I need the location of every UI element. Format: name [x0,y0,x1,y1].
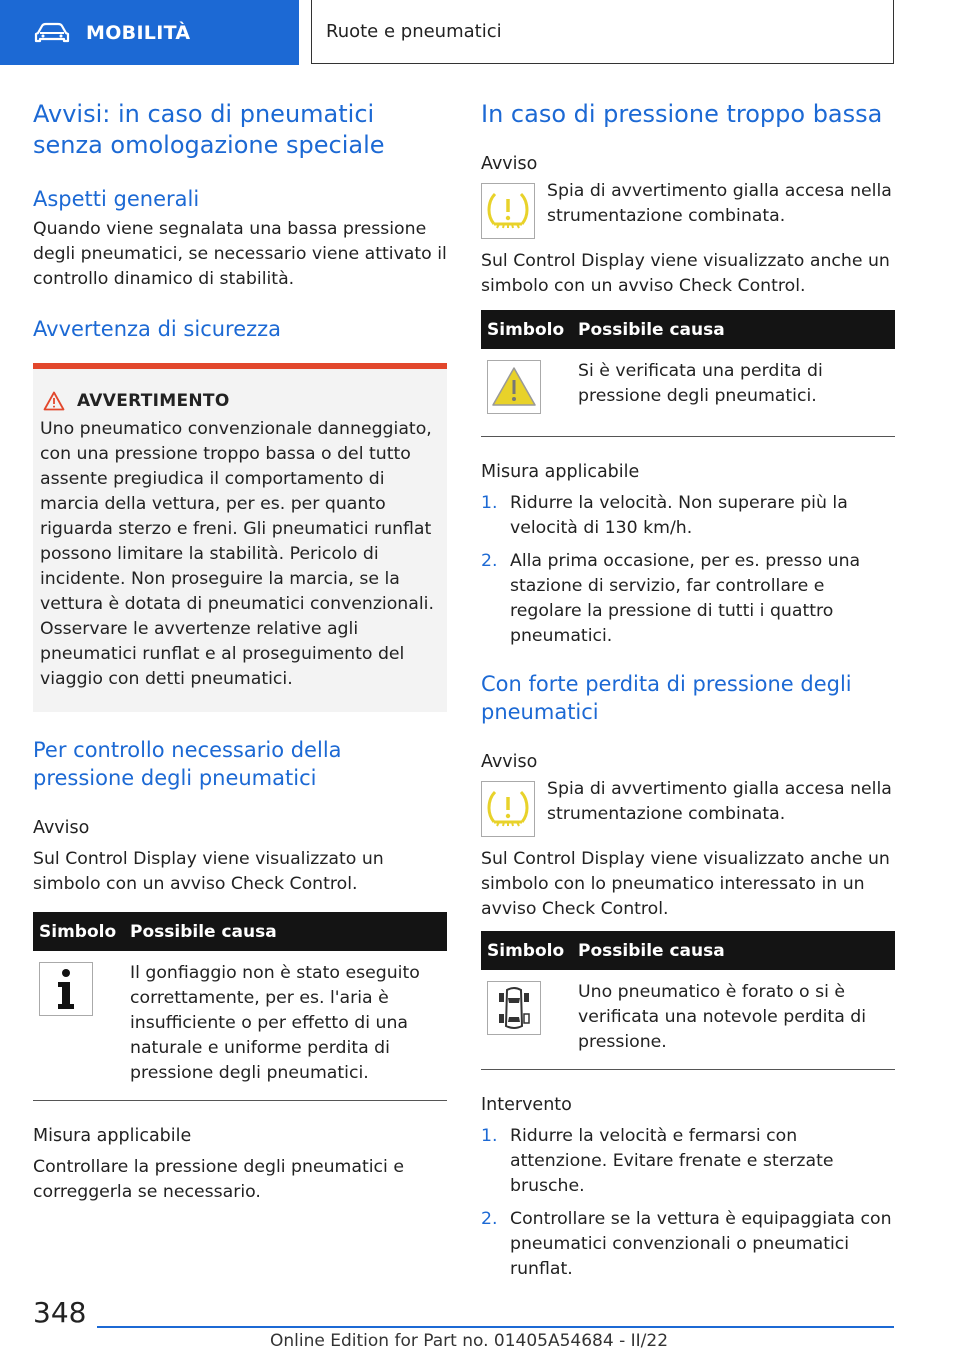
tpms-warning-icon [481,781,535,837]
generali-text: Quando viene segnalata una bassa pressione degli pneumatici, se necessario viene attivato il controllo dinamico di stabilità. [33,219,447,289]
table-cause-left: Il gonfiaggio non è stato eseguito correttamente, per es. l'aria è insufficiente o per effetto di una naturale e uniforme perdita di pressione degli pneumatici. [124,951,447,1101]
heading-aspetti-generali: Aspetti generali [33,187,200,211]
table-row [33,951,447,1101]
list-item: 2. Controllare se la vettura è equipaggiata con pneumatici convenzionali o pneumatici runflat. [481,1209,892,1279]
heading-controllo-pressione: Per controllo necessario della pressione degli pneumatici [33,738,342,790]
table-cause-right-1: Si è verificata una perdita di pressione degli pneumatici. [572,349,895,437]
misura-label-left: Misura applicabile [33,1126,192,1146]
footer-divider [97,1326,894,1328]
warning-label: AVVERTIMENTO [77,391,230,411]
chapter-tab[interactable] [0,0,299,65]
display-text-1: Sul Control Display viene visualizzato anche un simbolo con un avviso Check Control. [481,251,890,296]
chapter-label: MOBILITÀ [86,21,191,44]
list-item: 2. Alla prima occasione, per es. presso una stazione di servizio, far controllare e regolare la pressione di tutti i quattro pneumatici. [481,551,861,646]
table-header-causa: Possibile causa [572,931,895,970]
list-item: 1. Ridurre la velocità. Non superare più la velocità di 130 km/h. [481,493,848,538]
footer-edition: Online Edition for Part no. 01405A54684 - II/22 [270,1331,669,1351]
warning-title [40,391,440,411]
section-title: Ruote e pneumatici [311,0,894,64]
warning-triangle-icon [43,391,65,411]
symbol-table-right-1 [481,310,895,437]
intervento-label: Intervento [481,1095,572,1115]
right-column [481,98,895,1290]
table-row [481,349,895,437]
list-item: 1. Ridurre la velocità e fermarsi con attenzione. Evitare frenate e sterzate brusche. [481,1126,834,1196]
misura-steps [481,491,895,649]
table-header-causa: Possibile causa [124,912,447,951]
avviso-label-left: Avviso [33,818,90,838]
spia-text-1: Spia di avvertimento gialla accesa nella strumentazione combinata. [547,181,892,226]
symbol-table-right-2 [481,931,895,1070]
warning-box [33,363,447,712]
car-icon [34,22,70,44]
misura-text-left: Controllare la pressione degli pneumatici e correggerla se necessario. [33,1157,404,1202]
display-text-2: Sul Control Display viene visualizzato anche un simbolo con lo pneumatico interessato in un avviso Check Control. [481,849,890,919]
table-row [481,970,895,1070]
symbol-table-left [33,912,447,1101]
heading-forte-perdita: Con forte perdita di pressione degli pneumatici [481,672,852,724]
main-heading-left: Avvisi: in caso di pneumatici senza omologazione speciale [33,100,385,159]
page-number: 348 [33,1296,87,1329]
tpms-warning-icon [481,183,535,239]
avviso-label-right: Avviso [481,154,538,174]
table-header-simbolo: Simbolo [481,310,572,349]
spia-text-2: Spia di avvertimento gialla accesa nella strumentazione combinata. [547,779,892,824]
info-icon [39,962,93,1016]
misura-label-right: Misura applicabile [481,462,640,482]
yellow-warning-triangle-icon [487,360,541,414]
table-cause-right-2: Uno pneumatico è forato o si è verificata una notevole perdita di pressione. [572,970,895,1070]
left-column [33,98,447,1205]
heading-avvertenza-sicurezza: Avvertenza di sicurezza [33,317,282,341]
main-heading-right: In caso di pressione troppo bassa [481,100,883,128]
table-header-simbolo: Simbolo [481,931,572,970]
warning-text: Uno pneumatico convenzionale danneggiato, con una pressione troppo bassa o del tutto assente pregiudica il comportamento di marcia della vettura, per es. per quanto riguarda sterzo e freni. Gli pneumatici runflat possono limitare la stabilità. Pericolo di incidente. Non proseguire la marcia, se la vettura è dotata di pneumatici convenzionali. Osservare le avvertenze relative agli pneumatici runflat e al proseguimento del viaggio con detti pneumatici. [40,419,434,689]
table-header-simbolo: Simbolo [33,912,124,951]
avviso-label-right-2: Avviso [481,752,538,772]
avviso-text-left: Sul Control Display viene visualizzato un simbolo con un avviso Check Control. [33,849,384,894]
intervento-steps [481,1124,895,1282]
table-header-causa: Possibile causa [572,310,895,349]
flat-tyre-car-icon [487,981,541,1035]
